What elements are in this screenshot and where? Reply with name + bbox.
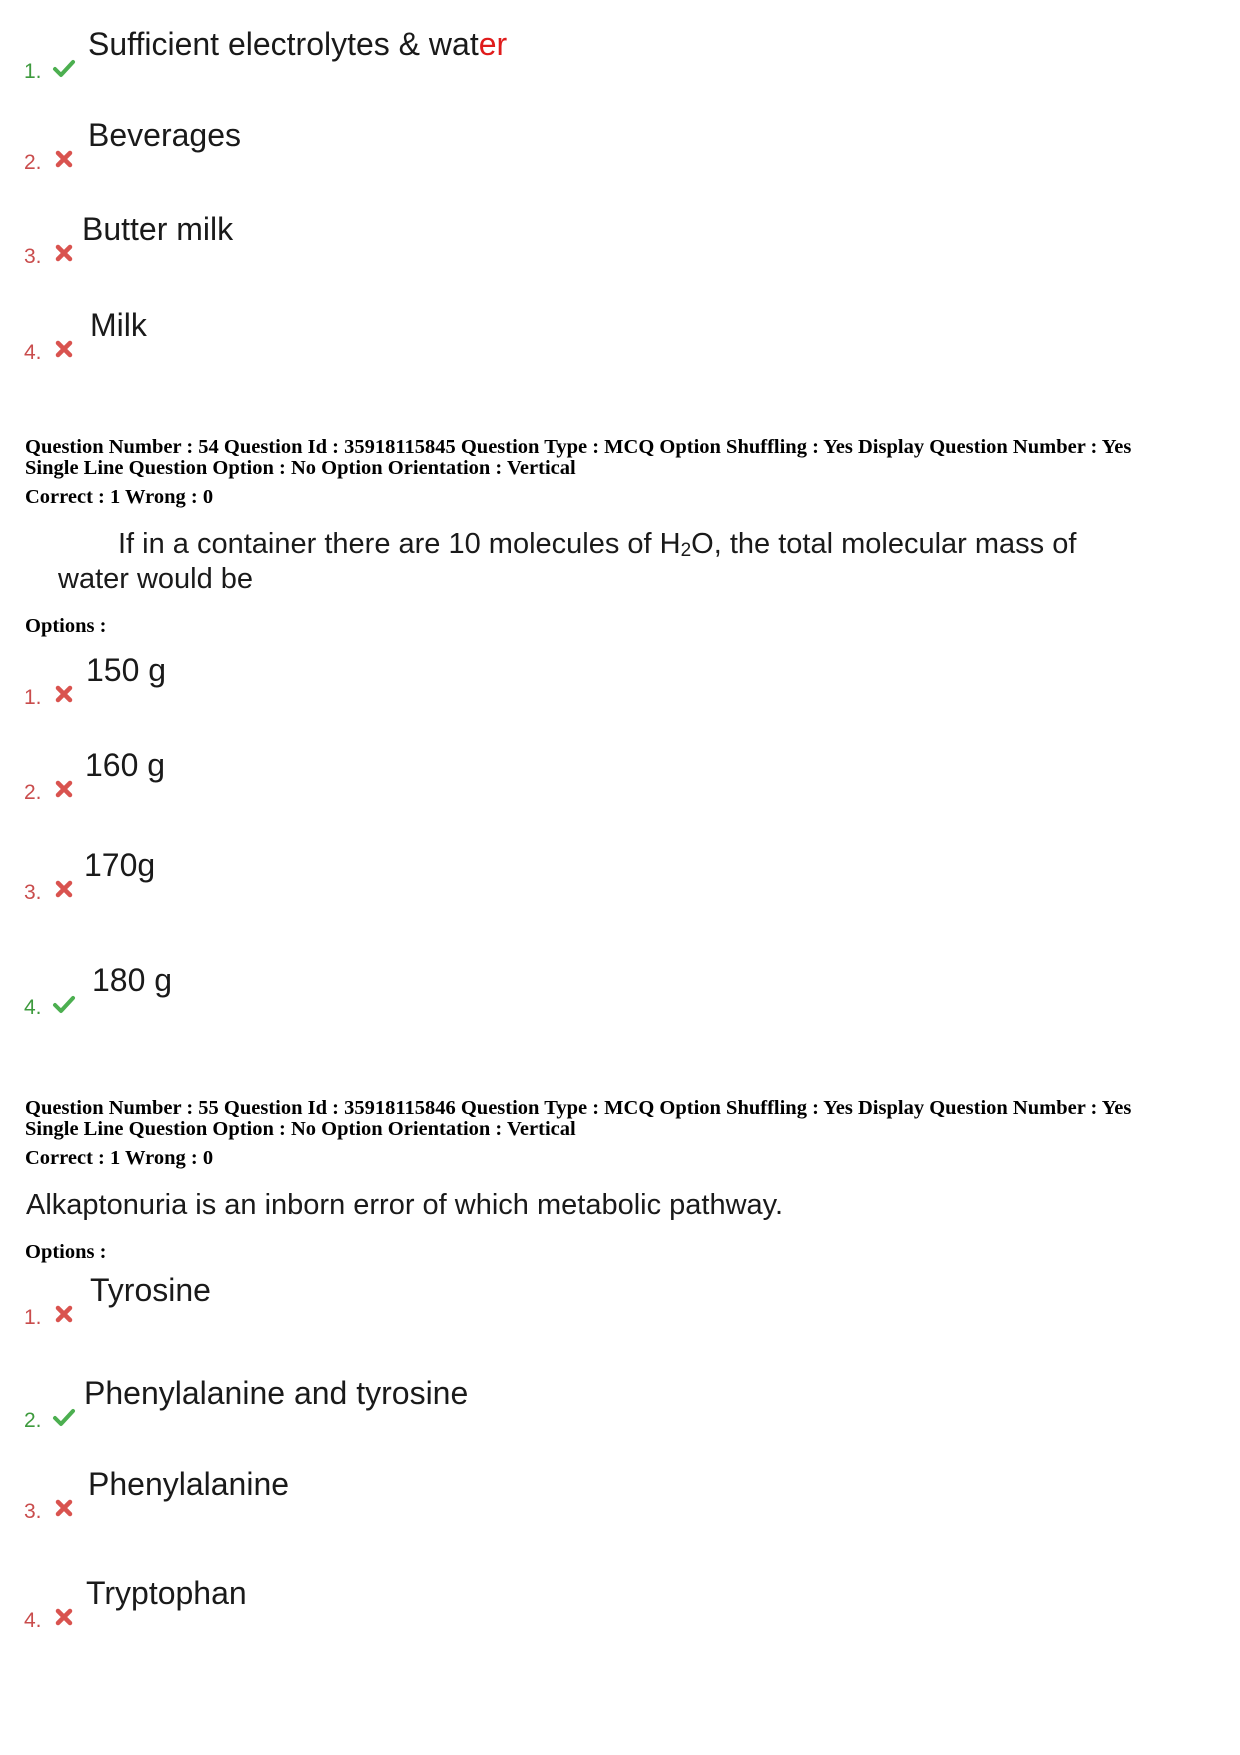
cross-icon xyxy=(52,877,76,901)
question-meta-line: Question Number : 55 Question Id : 35918115846 Question Type : MCQ Option Shuffling : Yes Display Question Number : Yes xyxy=(25,1097,1132,1119)
option-text: Phenylalanine and tyrosine xyxy=(84,1375,469,1411)
option-item xyxy=(24,1573,1124,1633)
options-label: Options : xyxy=(25,615,107,637)
cross-icon xyxy=(52,777,76,801)
cross-icon xyxy=(52,1605,76,1629)
option-item xyxy=(24,960,1124,1020)
option-number: 4. xyxy=(24,1609,42,1632)
cross-icon xyxy=(52,337,76,361)
option-text: Beverages xyxy=(88,117,241,153)
option-number: 4. xyxy=(24,996,42,1019)
score-line: Correct : 1 Wrong : 0 xyxy=(25,486,214,508)
option-item xyxy=(24,1270,1124,1330)
option-number: 1. xyxy=(24,686,42,709)
option-item xyxy=(24,1464,1124,1524)
option-number: 3. xyxy=(24,1500,42,1523)
option-text: Phenylalanine xyxy=(88,1466,290,1502)
check-icon xyxy=(52,992,76,1016)
cross-icon xyxy=(52,1496,76,1520)
question-meta-line: Question Number : 54 Question Id : 35918115845 Question Type : MCQ Option Shuffling : Yes Display Question Number : Yes xyxy=(25,436,1132,458)
option-number: 2. xyxy=(24,1409,42,1432)
option-item xyxy=(24,745,1124,805)
option-text: Milk xyxy=(90,307,147,343)
option-item xyxy=(24,24,1124,84)
option-text: Butter milk xyxy=(82,211,234,247)
option-number: 2. xyxy=(24,151,42,174)
check-icon xyxy=(52,1405,76,1429)
option-item xyxy=(24,305,1124,365)
cross-icon xyxy=(52,682,76,706)
question-text: If in a container there are 10 molecules of $H_2O$, the total molecular mass of xyxy=(118,528,1077,561)
option-text: 160 g xyxy=(85,747,166,783)
cross-icon xyxy=(52,241,76,265)
option-number: 4. xyxy=(24,341,42,364)
check-icon xyxy=(52,56,76,80)
cross-icon xyxy=(52,1302,76,1326)
option-item xyxy=(24,650,1124,710)
option-item xyxy=(24,209,1124,269)
option-item xyxy=(24,1373,1124,1433)
option-item xyxy=(24,845,1124,905)
option-number: 2. xyxy=(24,781,42,804)
cross-icon xyxy=(52,147,76,171)
question-text-line2: water would be xyxy=(58,563,254,595)
option-text: 150 g xyxy=(86,652,167,688)
option-number: 1. xyxy=(24,1306,42,1329)
question-meta-line: Single Line Question Option : No Option Orientation : Vertical xyxy=(25,457,576,479)
score-line: Correct : 1 Wrong : 0 xyxy=(25,1147,214,1169)
option-text: 170g xyxy=(84,847,156,883)
options-label: Options : xyxy=(25,1241,107,1263)
option-text: Sufficient electrolytes & water xyxy=(88,26,508,62)
question-text: Alkaptonuria is an inborn error of which metabolic pathway. xyxy=(26,1189,784,1221)
option-item xyxy=(24,115,1124,175)
option-number: 3. xyxy=(24,245,42,268)
option-text: 180 g xyxy=(92,962,173,998)
option-text: Tyrosine xyxy=(90,1272,211,1308)
option-number: 3. xyxy=(24,881,42,904)
option-number: 1. xyxy=(24,60,42,83)
option-text: Tryptophan xyxy=(86,1575,247,1611)
question-meta-line: Single Line Question Option : No Option Orientation : Vertical xyxy=(25,1118,576,1140)
